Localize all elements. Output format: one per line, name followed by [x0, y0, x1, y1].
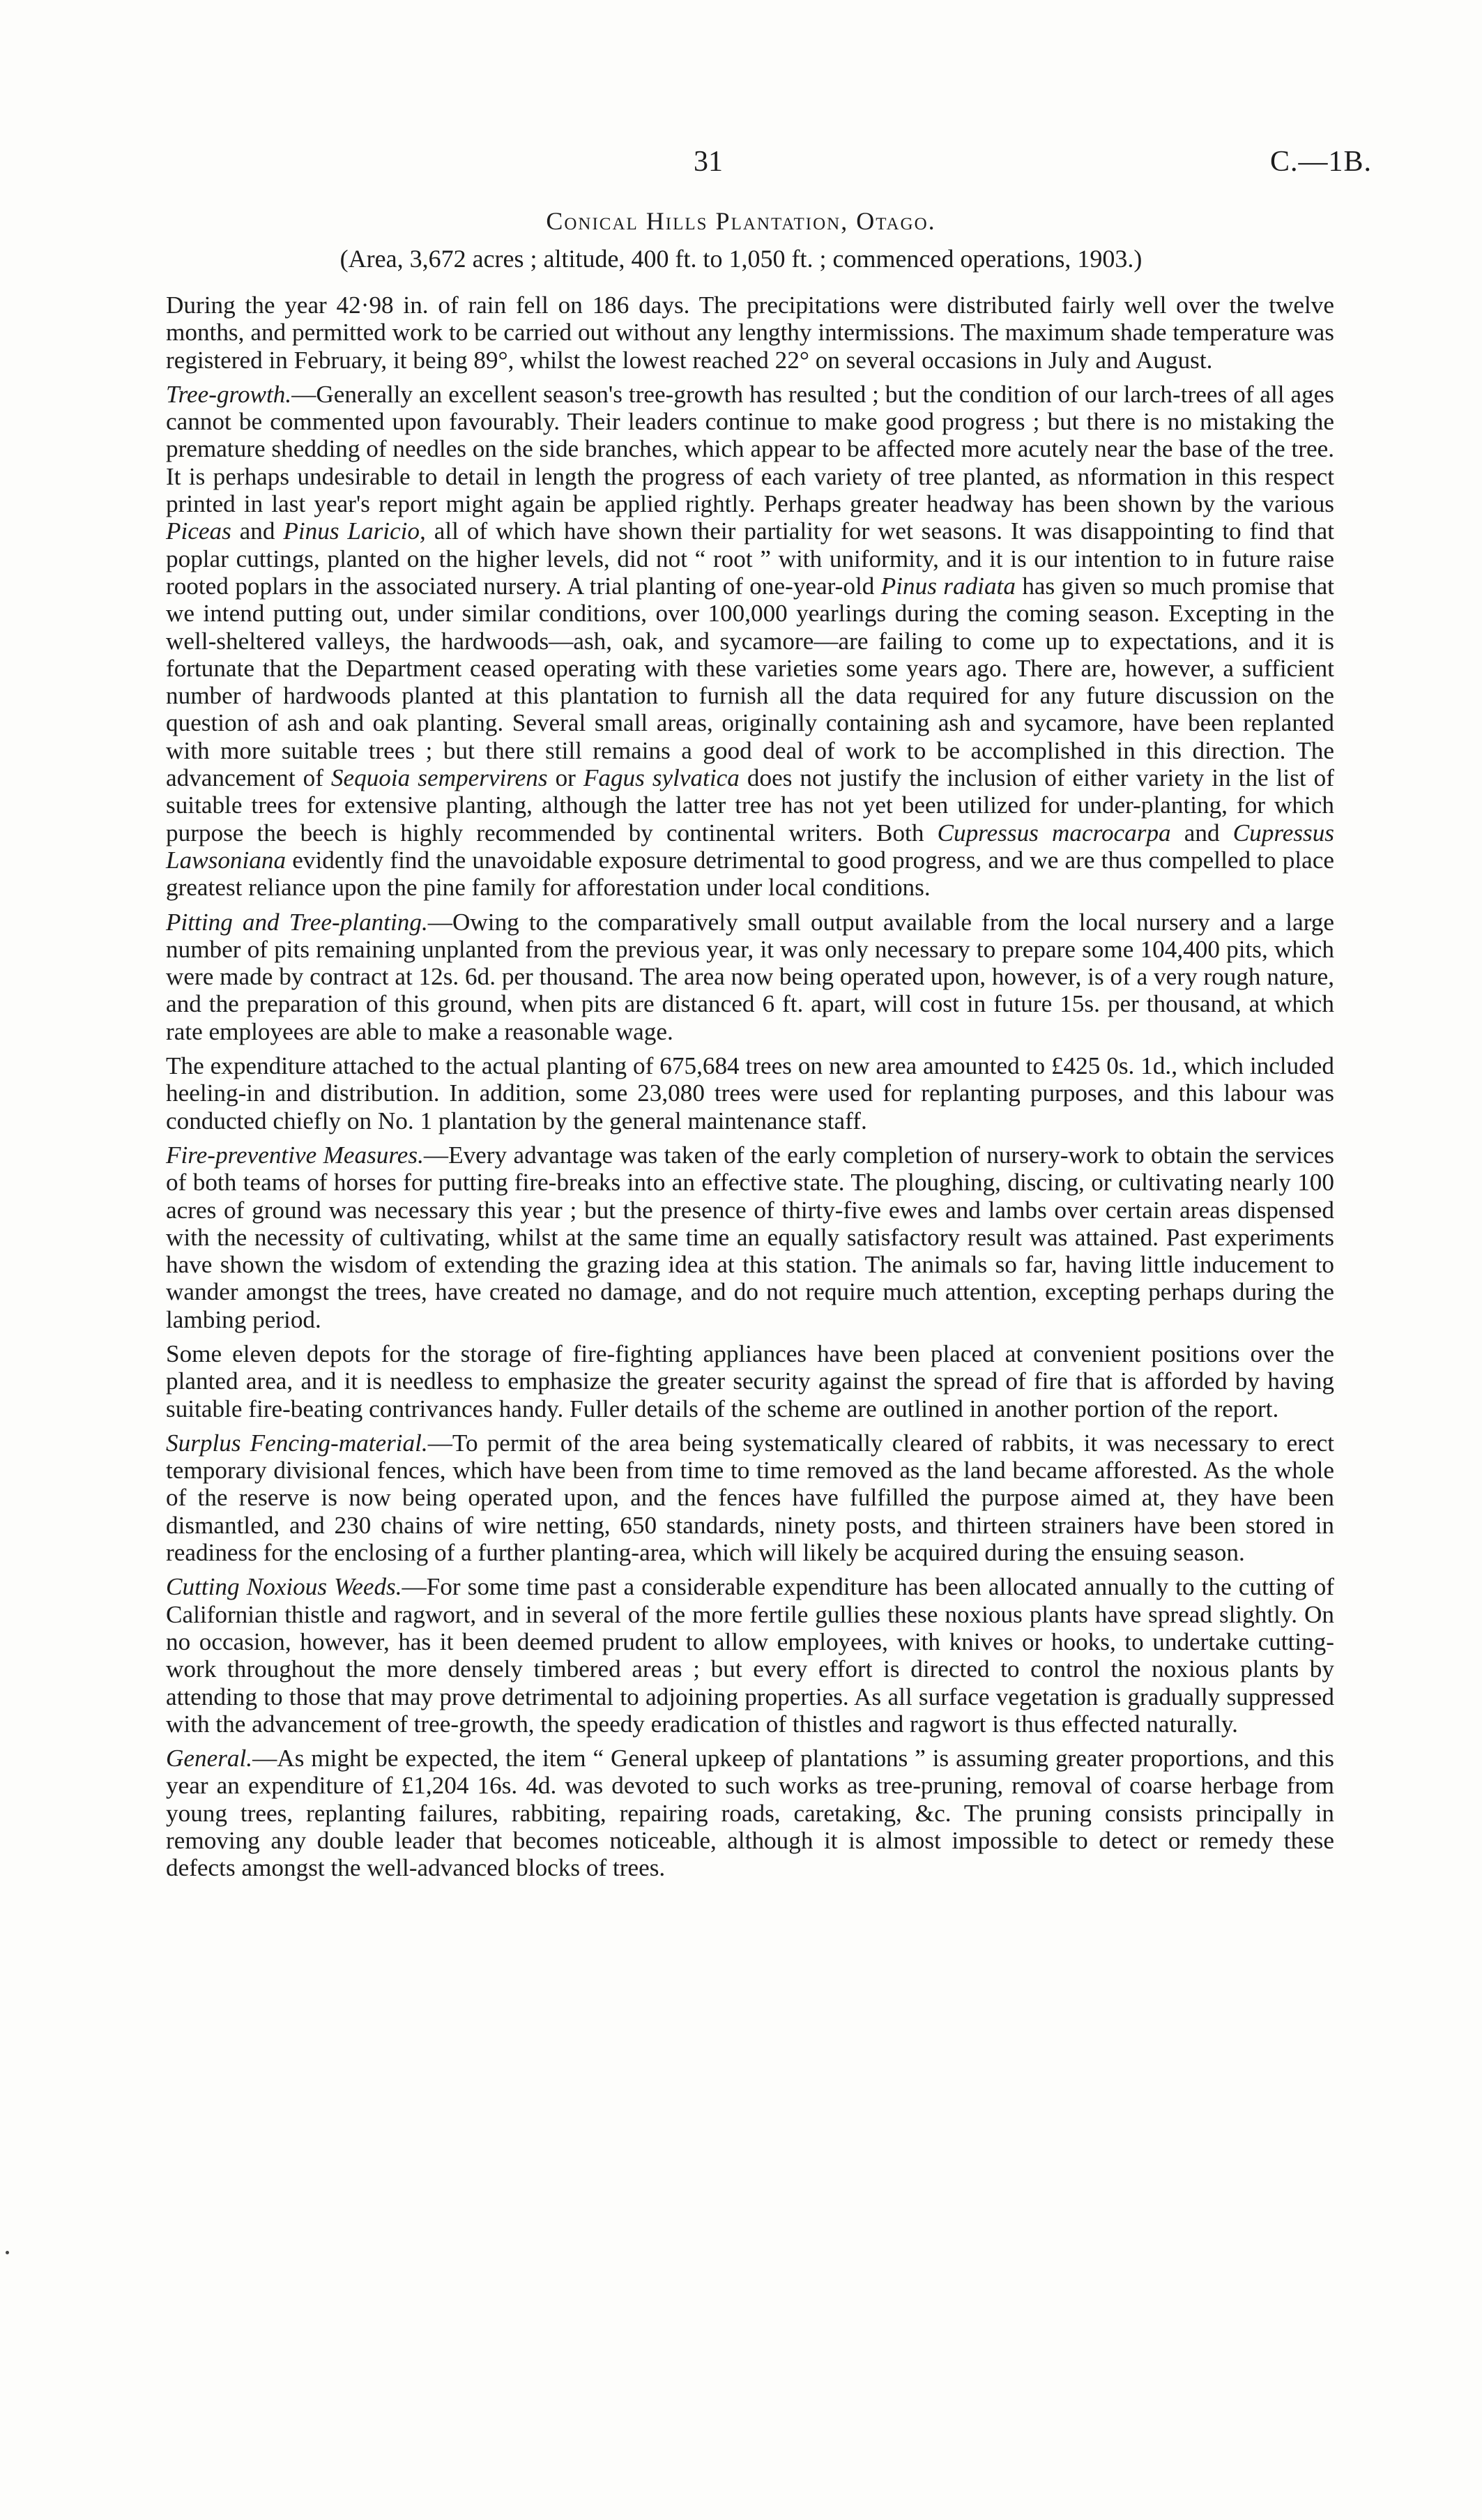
paragraph-text: —Generally an excellent season's tree-growth has resulted ; but the condition of our larch-trees of all ages cannot be commented upon favourably. Their leaders continue to make good progress ; but there is no mistaking the premature shedding of needles on the side branches, which appear to be affected more acutely near the base of the tree. It is perhaps undesirable to detail in length the progress of each variety of tree planted, as nformation in this respect printed in last year's report might again be applied rightly. Perhaps greater headway has been shown by the various — [166, 380, 1334, 518]
paragraph-text: —For some time past a considerable expenditure has been allocated annually to the cutting of Californian thistle and ragwort, and in several of the more fertile gullies these noxious plants have spread slightly. On no occasion, however, has it been deemed prudent to allow employees, with knives or hooks, to undertake cutting-work throughout the more densely timbered areas ; but every effort is directed to control the noxious plants by attending to those that may prove detrimental to adjoining properties. As all surface vegetation is gradually suppressed with the advancement of tree-growth, the speedy eradication of thistles and ragwort is thus effected naturally. — [166, 1573, 1334, 1738]
paragraph-text: —Every advantage was taken of the early completion of nursery-work to obtain the services of both teams of horses for putting fire-breaks into an effective state. The ploughing, discing, or cultivating nearly 100 acres of ground was necessary this year ; but the presence of thirty-five ewes and lambs over certain areas dispensed with the necessity of cultivating, whilst at the same time an equally satisfactory result was attained. Past experiments have shown the wisdom of extending the grazing idea at this station. The animals so far, having little inducement to wander amongst the trees, have created no damage, and do not require much attention, excepting perhaps during the lambing period. — [166, 1141, 1334, 1333]
paragraph-text: Some eleven depots for the storage of fire-fighting appliances have been placed at convenient positions over the planted area, and it is needless to emphasize the greater security against the spread of fire that is afforded by having suitable fire-beating contrivances handy. Fuller details of the scheme are outlined in another portion of the report. — [166, 1339, 1334, 1422]
species-name: Cupressus Lawsoniana — [166, 819, 1334, 874]
paragraph-heading: Fire-preventive Measures. — [166, 1141, 424, 1169]
paragraph-text: evidently find the unavoidable exposure detrimental to good progress, and we are thus compelled to place greatest reliance upon the pine family for afforestation under local conditions. — [166, 846, 1334, 902]
species-name: Cupressus macrocarpa — [937, 819, 1171, 847]
species-name: Piceas — [166, 517, 231, 545]
paragraph-noxious-weeds — [166, 1573, 1334, 1738]
paragraph-pitting — [166, 909, 1334, 1045]
paragraph-heading: Pitting and Tree-planting. — [166, 908, 428, 936]
species-name: Pinus radiata — [880, 572, 1016, 600]
paragraph-text: or — [547, 764, 583, 792]
species-name: Pinus Laricio, — [283, 517, 426, 545]
document-reference: C.—1B. — [1269, 146, 1372, 178]
page-number: 31 — [694, 146, 723, 178]
paragraph-expenditure — [166, 1052, 1334, 1134]
paragraph-text: all of which have shown their partiality for wet seasons. It was disappointing to find that poplar cuttings, planted on the higher levels, did not “ root ” with uniformity, and it is our intention to in future raise rooted poplars in the associated nursery. A trial planting of one-year-old — [166, 517, 1334, 600]
scan-speck — [6, 2251, 9, 2254]
paragraph-heading: General. — [166, 1745, 253, 1773]
paragraph-text: —Owing to the comparatively small output available from the local nursery and a large number of pits remaining unplanted from the previous year, it was only necessary to prepare some 104,400 pits, which were made by contract at 12s. 6d. per thousand. The area now being operated upon, however, is of a very rough nature, and the preparation of this ground, when pits are distanced 6 ft. apart, will cost in future 15s. per thousand, at which rate employees are able to make a reasonable wage. — [166, 908, 1334, 1045]
section-title: Conical Hills Plantation, Otago. — [546, 207, 936, 235]
paragraph-heading: Surplus Fencing-material. — [166, 1429, 428, 1457]
paragraph-general — [166, 1745, 1334, 1881]
species-name: Fagus sylvatica — [583, 764, 740, 792]
body-text — [166, 291, 1334, 1882]
paragraph-text: and — [231, 517, 284, 545]
paragraph-text: does not justify the inclusion of either variety in the list of suitable trees for extensive planting, although the latter tree has not yet been utilized for under-planting, for which purpose the beech is highly recommended by continental writers. Both — [166, 764, 1334, 847]
paragraph-heading: Tree-growth. — [166, 380, 292, 408]
paragraph-text: —To permit of the area being systematically cleared of rabbits, it was necessary to erect temporary divisional fences, which have been from time to time removed as the land became afforested. As the whole of the reserve is now being operated upon, and the fences have fulfilled the purpose aimed at, they have been dismantled, and 230 chains of wire netting, 650 standards, ninety posts, and thirteen strainers have been stored in readiness for the enclosing of a further planting-area, which will likely be acquired during the ensuing season. — [166, 1429, 1334, 1567]
paragraph-text: During the year 42·98 in. of rain fell on 186 days. The precipitations were distributed fairly well over the twelve months, and permitted work to be carried out without any lengthy intermissions. The maximum shade temperature was registered in February, it being 89°, whilst the lowest reached 22° on several occasions in July and August. — [166, 291, 1334, 374]
paragraph-text: has given so much promise that we intend putting out, under similar conditions, over 100,000 yearlings during the coming season. Excepting in the well-sheltered valleys, the hardwoods—ash, oak, and sycamore—are failing to come up to expectations, and it is fortunate that the Department ceased operating with these varieties some years ago. There are, however, a sufficient number of hardwoods planted at this plantation to furnish all the data required for any future discussion on the question of ash and oak planting. Several small areas, originally containing ash and sycamore, have been replanted with more suitable trees ; but there still remains a good deal of work to be accomplished in this direction. The advancement of — [166, 572, 1334, 792]
section-subtitle: (Area, 3,672 acres ; altitude, 400 ft. to 1,050 ft. ; commenced operations, 1903.) — [339, 245, 1143, 273]
paragraph-fencing — [166, 1429, 1334, 1566]
paragraph-rainfall — [166, 291, 1334, 374]
paragraph-depots — [166, 1340, 1334, 1422]
paragraph-heading: Cutting Noxious Weeds. — [166, 1573, 402, 1601]
paragraph-fire-preventive — [166, 1141, 1334, 1333]
species-name: Sequoia sempervirens — [330, 764, 548, 792]
paragraph-text: and — [1170, 819, 1233, 847]
paragraph-text: The expenditure attached to the actual planting of 675,684 trees on new area amounted to £425 0s. 1d., which included heeling-in and distribution. In addition, some 23,080 trees were used for replanting purposes, and this labour was conducted chiefly on No. 1 plantation by the general maintenance staff. — [166, 1052, 1334, 1134]
paragraph-text: —As might be expected, the item “ General upkeep of plantations ” is assuming greater proportions, and this year an expenditure of £1,204 16s. 4d. was devoted to such works as tree-pruning, removal of coarse herbage from young trees, replanting failures, rabbiting, repairing roads, caretaking, &c. The pruning consists principally in removing any double leader that becomes noticeable, although it is almost impossible to detect or remedy these defects amongst the well-advanced blocks of trees. — [166, 1745, 1334, 1882]
paragraph-tree-growth — [166, 381, 1334, 902]
